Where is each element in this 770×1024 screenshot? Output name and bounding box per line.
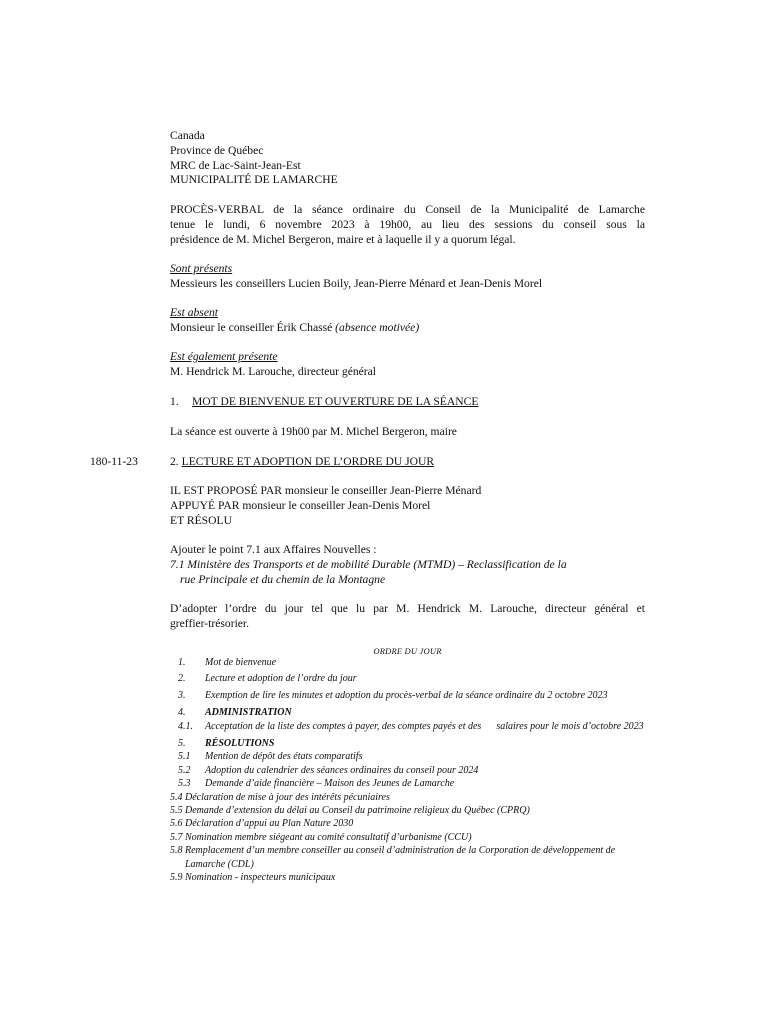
agenda-item-number: 5.	[178, 738, 186, 750]
agenda-item-text: Mot de bienvenue	[205, 657, 277, 668]
add-item-line-1: 7.1 Ministère des Transports et de mobilité Durable (MTMD) – Reclassification de la	[170, 557, 567, 571]
section-1-text: La séance est ouverte à 19h00 par M. Michel Bergeron, maire	[170, 425, 457, 438]
agenda-item-number: 5.7	[170, 831, 183, 843]
section-1-heading	[170, 395, 645, 410]
agenda-item-text: Demande d’aide financière – Maison des Jeunes de Lamarche	[205, 778, 455, 790]
agenda-title: ORDRE DU JOUR	[373, 646, 442, 656]
agenda-item-number: 5.5	[170, 805, 183, 817]
resolution-block	[170, 484, 645, 528]
agenda-item	[178, 706, 648, 719]
agenda-item-number: 5.9	[170, 872, 183, 884]
agenda-item-text: Demande d’extension du délai au Conseil du patrimoine religieux du Québec (CPRQ)	[185, 805, 530, 817]
agenda-item-number: 1.	[178, 657, 186, 668]
header-province: Province de Québec	[170, 143, 264, 157]
add-point-text: Ajouter le point 7.1 aux Affaires Nouvelles :	[170, 543, 377, 556]
intro-line-3: présidence de M. Michel Bergeron, maire et à laquelle il y a quorum légal.	[170, 232, 516, 246]
document-header	[170, 129, 645, 188]
agenda-item-text: RÉSOLUTIONS	[205, 738, 275, 750]
agenda-item	[178, 720, 648, 733]
agenda-item-text: Lecture et adoption de l’ordre du jour	[205, 673, 357, 685]
agenda-item	[178, 737, 648, 750]
header-country: Canada	[170, 129, 205, 142]
agenda-item-text: Déclaration d’appui au Plan Nature 2030	[185, 818, 354, 830]
agenda-item-number: 3.	[178, 689, 186, 701]
resolution-number: 180-11-23	[90, 455, 138, 468]
also-present-label: Est également présente	[170, 350, 278, 363]
agenda-item	[170, 791, 648, 804]
agenda-item-number: 5.1	[178, 751, 191, 763]
agenda-list	[170, 656, 648, 885]
agenda-item-number: 5.4	[170, 791, 183, 803]
also-present-section	[170, 350, 645, 380]
agenda-item-text: Mention de dépôt des états comparatifs	[205, 751, 363, 763]
section-1-body	[170, 425, 645, 440]
intro-line-1: PROCÈS-VERBAL de la séance ordinaire du Conseil de la Municipalité de Lamarche	[170, 203, 645, 216]
add-point-block	[170, 543, 645, 587]
present-text: Messieurs les conseillers Lucien Boily, Jean-Pierre Ménard et Jean-Denis Morel	[170, 276, 543, 290]
agenda-item-text: Déclaration de mise à jour des intérêts pécuniaires	[185, 791, 390, 803]
adopt-line-1: D’adopter l’ordre du jour tel que lu par M. Hendrick M. Larouche, directeur général et	[170, 602, 645, 615]
agenda-item-number: 5.3	[178, 778, 191, 790]
agenda-item-number: 4.1.	[178, 720, 193, 732]
agenda-item-text: Nomination - inspecteurs municipaux	[185, 872, 336, 884]
agenda-item	[170, 817, 648, 830]
agenda-item	[170, 804, 648, 817]
agenda-item-number: 2.	[178, 673, 186, 685]
agenda-item-text: ADMINISTRATION	[205, 707, 292, 719]
agenda-item	[170, 831, 648, 844]
section-1-number: 1.	[170, 395, 179, 408]
absent-label: Est absent	[170, 306, 218, 319]
intro-line-2: tenue le lundi, 6 novembre 2023 à 19h00, au lieu des sessions du conseil sous la	[170, 217, 645, 231]
section-2-title: LECTURE ET ADOPTION DE L’ORDRE DU JOUR	[181, 455, 435, 468]
agenda-item	[178, 689, 648, 702]
agenda-item-number: 5.2	[178, 764, 191, 776]
section-2-number: 2.	[170, 455, 179, 468]
absent-section	[170, 306, 645, 336]
agenda-item	[170, 844, 648, 871]
agenda-item-text: Remplacement d’un membre conseiller au conseil d’administration de la Corporation de développement de Lamarche (CDL)	[185, 845, 616, 870]
absent-text: Monsieur le conseiller Érik Chassé	[170, 320, 336, 334]
agenda-item	[178, 656, 648, 669]
agenda-item-number: 5.6	[170, 818, 183, 830]
agenda-item-text: Nomination membre siégeant au comité consultatif d’urbanisme (CCU)	[185, 831, 472, 843]
intro-paragraph	[170, 203, 645, 247]
proposed-by: IL EST PROPOSÉ PAR monsieur le conseiller Jean-Pierre Ménard	[170, 484, 482, 497]
adopt-line-2: greffier-trésorier.	[170, 616, 250, 630]
resolved: ET RÉSOLU	[170, 513, 232, 527]
also-present-text: M. Hendrick M. Larouche, directeur général	[170, 364, 377, 378]
agenda-item-number: 5.8	[170, 845, 183, 857]
seconded-by: APPUYÉ PAR monsieur le conseiller Jean-Denis Morel	[170, 498, 431, 512]
header-municipality: MUNICIPALITÉ DE LAMARCHE	[170, 173, 338, 187]
header-mrc: MRC de Lac-Saint-Jean-Est	[170, 158, 301, 172]
section-1-title: MOT DE BIENVENUE ET OUVERTURE DE LA SÉANCE	[192, 395, 479, 408]
section-2-heading	[170, 455, 645, 470]
agenda-item	[178, 750, 648, 763]
adopt-paragraph	[170, 602, 645, 632]
agenda-item	[178, 764, 648, 777]
agenda-item	[170, 871, 648, 884]
agenda-item-number: 4.	[178, 707, 186, 719]
absent-note: (absence motivée)	[335, 320, 420, 334]
agenda-item-text: Adoption du calendrier des séances ordinaires du conseil pour 2024	[205, 764, 479, 776]
add-item-line-2: rue Principale et du chemin de la Montagne	[180, 572, 386, 586]
present-label: Sont présents	[170, 262, 233, 275]
agenda-item	[178, 777, 648, 790]
agenda-item-text: Acceptation de la liste des comptes à payer, des comptes payés et des salaires pour le mois d’octobre 2023	[205, 720, 644, 732]
agenda-item-text: Exemption de lire les minutes et adoption du procès-verbal de la séance ordinaire du 2 octobre 2023	[205, 689, 608, 701]
present-section	[170, 262, 645, 292]
agenda-item	[178, 672, 648, 685]
